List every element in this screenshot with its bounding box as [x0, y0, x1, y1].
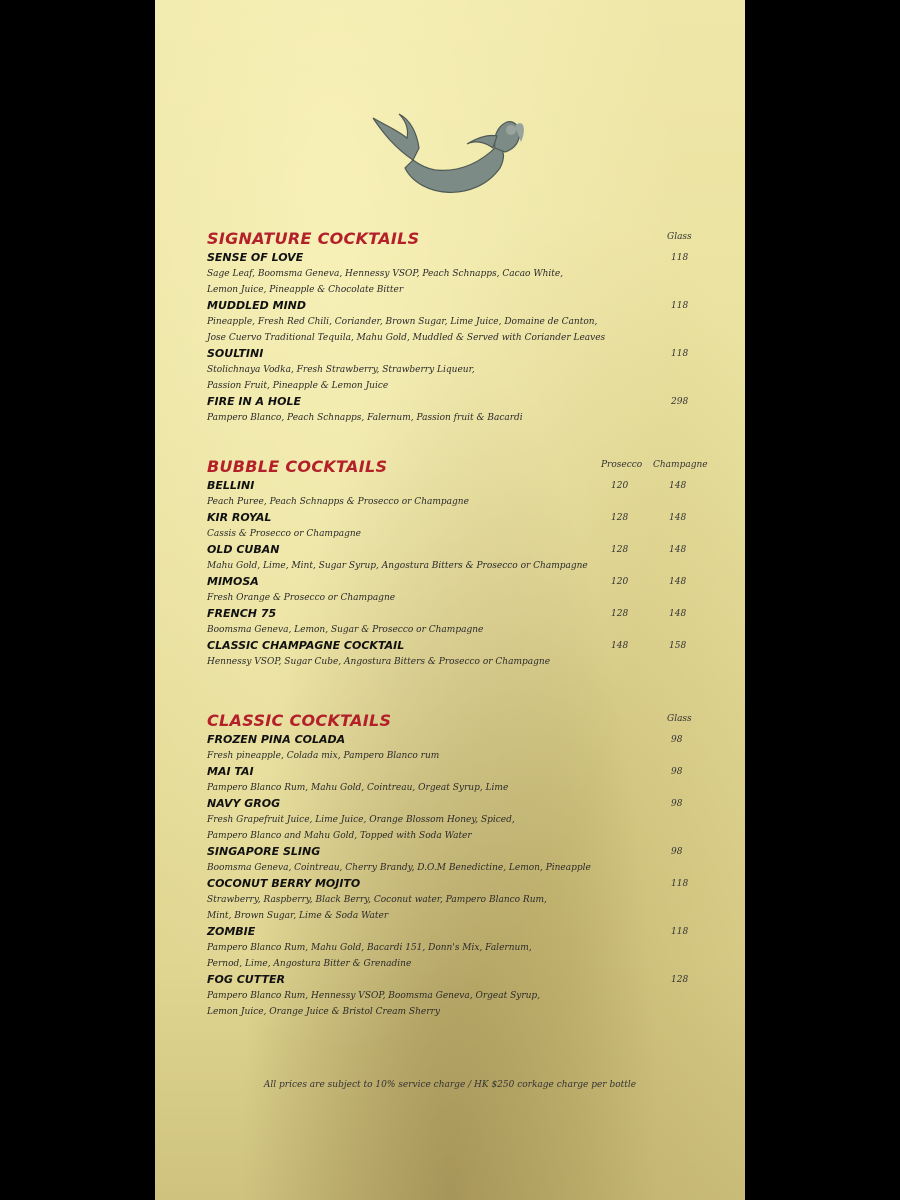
- menu-item: [207, 606, 707, 638]
- item-name: SOULTINI: [207, 347, 264, 360]
- bubble-section: [207, 456, 707, 670]
- signature-section: [207, 228, 707, 426]
- menu-item: [207, 394, 707, 426]
- menu-item: [207, 346, 707, 394]
- classic-section: [207, 710, 707, 1020]
- item-description: Strawberry, Raspberry, Black Berry, Coconut water, Pampero Blanco Rum,: [207, 895, 547, 905]
- item-price: 98: [671, 735, 683, 745]
- bubble-col-prosecco: Prosecco: [601, 460, 643, 470]
- item-price: 118: [671, 879, 689, 889]
- item-price: 128: [611, 513, 629, 523]
- item-description: Lemon Juice, Pineapple & Chocolate Bitter: [207, 285, 404, 295]
- signature-col-glass: Glass: [667, 232, 692, 242]
- menu-item: [207, 298, 707, 346]
- item-description: Pampero Blanco and Mahu Gold, Topped with Soda Water: [207, 831, 472, 841]
- item-price: 128: [611, 545, 629, 555]
- item-price: 118: [671, 301, 689, 311]
- item-price: 120: [611, 577, 629, 587]
- item-price: 98: [671, 799, 683, 809]
- item-description: Peach Puree, Peach Schnapps & Prosecco or Champagne: [207, 497, 469, 507]
- item-description: Boomsma Geneva, Lemon, Sugar & Prosecco or Champagne: [207, 625, 484, 635]
- item-description: Hennessy VSOP, Sugar Cube, Angostura Bitters & Prosecco or Champagne: [207, 657, 551, 667]
- menu-item: [207, 732, 707, 764]
- item-price: 128: [611, 609, 629, 619]
- item-price: 148: [669, 577, 687, 587]
- item-price: 118: [671, 349, 689, 359]
- item-name: MUDDLED MIND: [207, 299, 306, 312]
- item-price: 98: [671, 767, 683, 777]
- item-price: 118: [671, 253, 689, 263]
- item-name: MAI TAI: [207, 765, 254, 778]
- footer-note: All prices are subject to 10% service charge / HK $250 corkage charge per bottle: [263, 1080, 637, 1090]
- item-name: FOG CUTTER: [207, 973, 285, 986]
- item-name: COCONUT BERRY MOJITO: [207, 877, 361, 890]
- item-description: Pineapple, Fresh Red Chili, Coriander, Brown Sugar, Lime Juice, Domaine de Canton,: [207, 317, 598, 327]
- item-description: Passion Fruit, Pineapple & Lemon Juice: [207, 381, 389, 391]
- item-price: 148: [669, 513, 687, 523]
- menu-item: [207, 924, 707, 972]
- item-price: 120: [611, 481, 629, 491]
- item-description: Cassis & Prosecco or Champagne: [207, 529, 361, 539]
- item-description: Mahu Gold, Lime, Mint, Sugar Syrup, Angostura Bitters & Prosecco or Champagne: [207, 561, 588, 571]
- item-description: Boomsma Geneva, Cointreau, Cherry Brandy, D.O.M Benedictine, Lemon, Pineapple: [207, 863, 591, 873]
- item-name: ZOMBIE: [207, 925, 256, 938]
- item-description: Lemon Juice, Orange Juice & Bristol Cream Sherry: [207, 1007, 440, 1017]
- item-price: 148: [611, 641, 629, 651]
- item-description: Fresh pineapple, Colada mix, Pampero Blanco rum: [207, 751, 440, 761]
- item-description: Pampero Blanco Rum, Mahu Gold, Bacardi 151, Donn's Mix, Falernum,: [207, 943, 532, 953]
- menu-item: [207, 250, 707, 298]
- menu-item: [207, 844, 707, 876]
- item-price: 148: [669, 609, 687, 619]
- item-name: CLASSIC CHAMPAGNE COCKTAIL: [207, 639, 405, 652]
- item-description: Mint, Brown Sugar, Lime & Soda Water: [207, 911, 389, 921]
- item-name: SINGAPORE SLING: [207, 845, 321, 858]
- item-price: 298: [671, 397, 689, 407]
- menu-item: [207, 876, 707, 924]
- menu-item: [207, 478, 707, 510]
- item-description: Fresh Orange & Prosecco or Champagne: [207, 593, 396, 603]
- menu-page: [155, 0, 745, 1200]
- item-description: Pernod, Lime, Angostura Bitter & Grenadine: [207, 959, 412, 969]
- item-price: 128: [671, 975, 689, 985]
- bubble-col-champagne: Champagne: [653, 460, 708, 470]
- item-description: Stolichnaya Vodka, Fresh Strawberry, Strawberry Liqueur,: [207, 365, 475, 375]
- item-name: BELLINI: [207, 479, 255, 492]
- item-name: NAVY GROG: [207, 797, 281, 810]
- item-price: 148: [669, 545, 687, 555]
- item-description: Jose Cuervo Traditional Tequila, Mahu Gold, Muddled & Served with Coriander Leaves: [207, 333, 606, 343]
- item-description: Sage Leaf, Boomsma Geneva, Hennessy VSOP, Peach Schnapps, Cacao White,: [207, 269, 564, 279]
- item-price: 158: [669, 641, 687, 651]
- menu-item: [207, 796, 707, 844]
- mermaid-icon: [365, 108, 535, 208]
- item-description: Pampero Blanco, Peach Schnapps, Falernum, Passion fruit & Bacardi: [207, 413, 523, 423]
- signature-title: SIGNATURE COCKTAILS: [207, 229, 420, 248]
- item-price: 148: [669, 481, 687, 491]
- item-description: Pampero Blanco Rum, Mahu Gold, Cointreau, Orgeat Syrup, Lime: [207, 783, 509, 793]
- item-name: OLD CUBAN: [207, 543, 280, 556]
- classic-col-glass: Glass: [667, 714, 692, 724]
- menu-item: [207, 638, 707, 670]
- menu-item: [207, 510, 707, 542]
- item-price: 98: [671, 847, 683, 857]
- item-name: SENSE OF LOVE: [207, 251, 304, 264]
- item-name: KIR ROYAL: [207, 511, 272, 524]
- item-name: FIRE IN A HOLE: [207, 395, 301, 408]
- menu-item: [207, 542, 707, 574]
- item-name: FRENCH 75: [207, 607, 277, 620]
- bubble-title: BUBBLE COCKTAILS: [207, 457, 388, 476]
- classic-title: CLASSIC COCKTAILS: [207, 711, 392, 730]
- item-price: 118: [671, 927, 689, 937]
- menu-item: [207, 574, 707, 606]
- menu-item: [207, 764, 707, 796]
- item-description: Pampero Blanco Rum, Hennessy VSOP, Boomsma Geneva, Orgeat Syrup,: [207, 991, 541, 1001]
- item-description: Fresh Grapefruit Juice, Lime Juice, Orange Blossom Honey, Spiced,: [207, 815, 515, 825]
- item-name: FROZEN PINA COLADA: [207, 733, 346, 746]
- menu-item: [207, 972, 707, 1020]
- item-name: MIMOSA: [207, 575, 259, 588]
